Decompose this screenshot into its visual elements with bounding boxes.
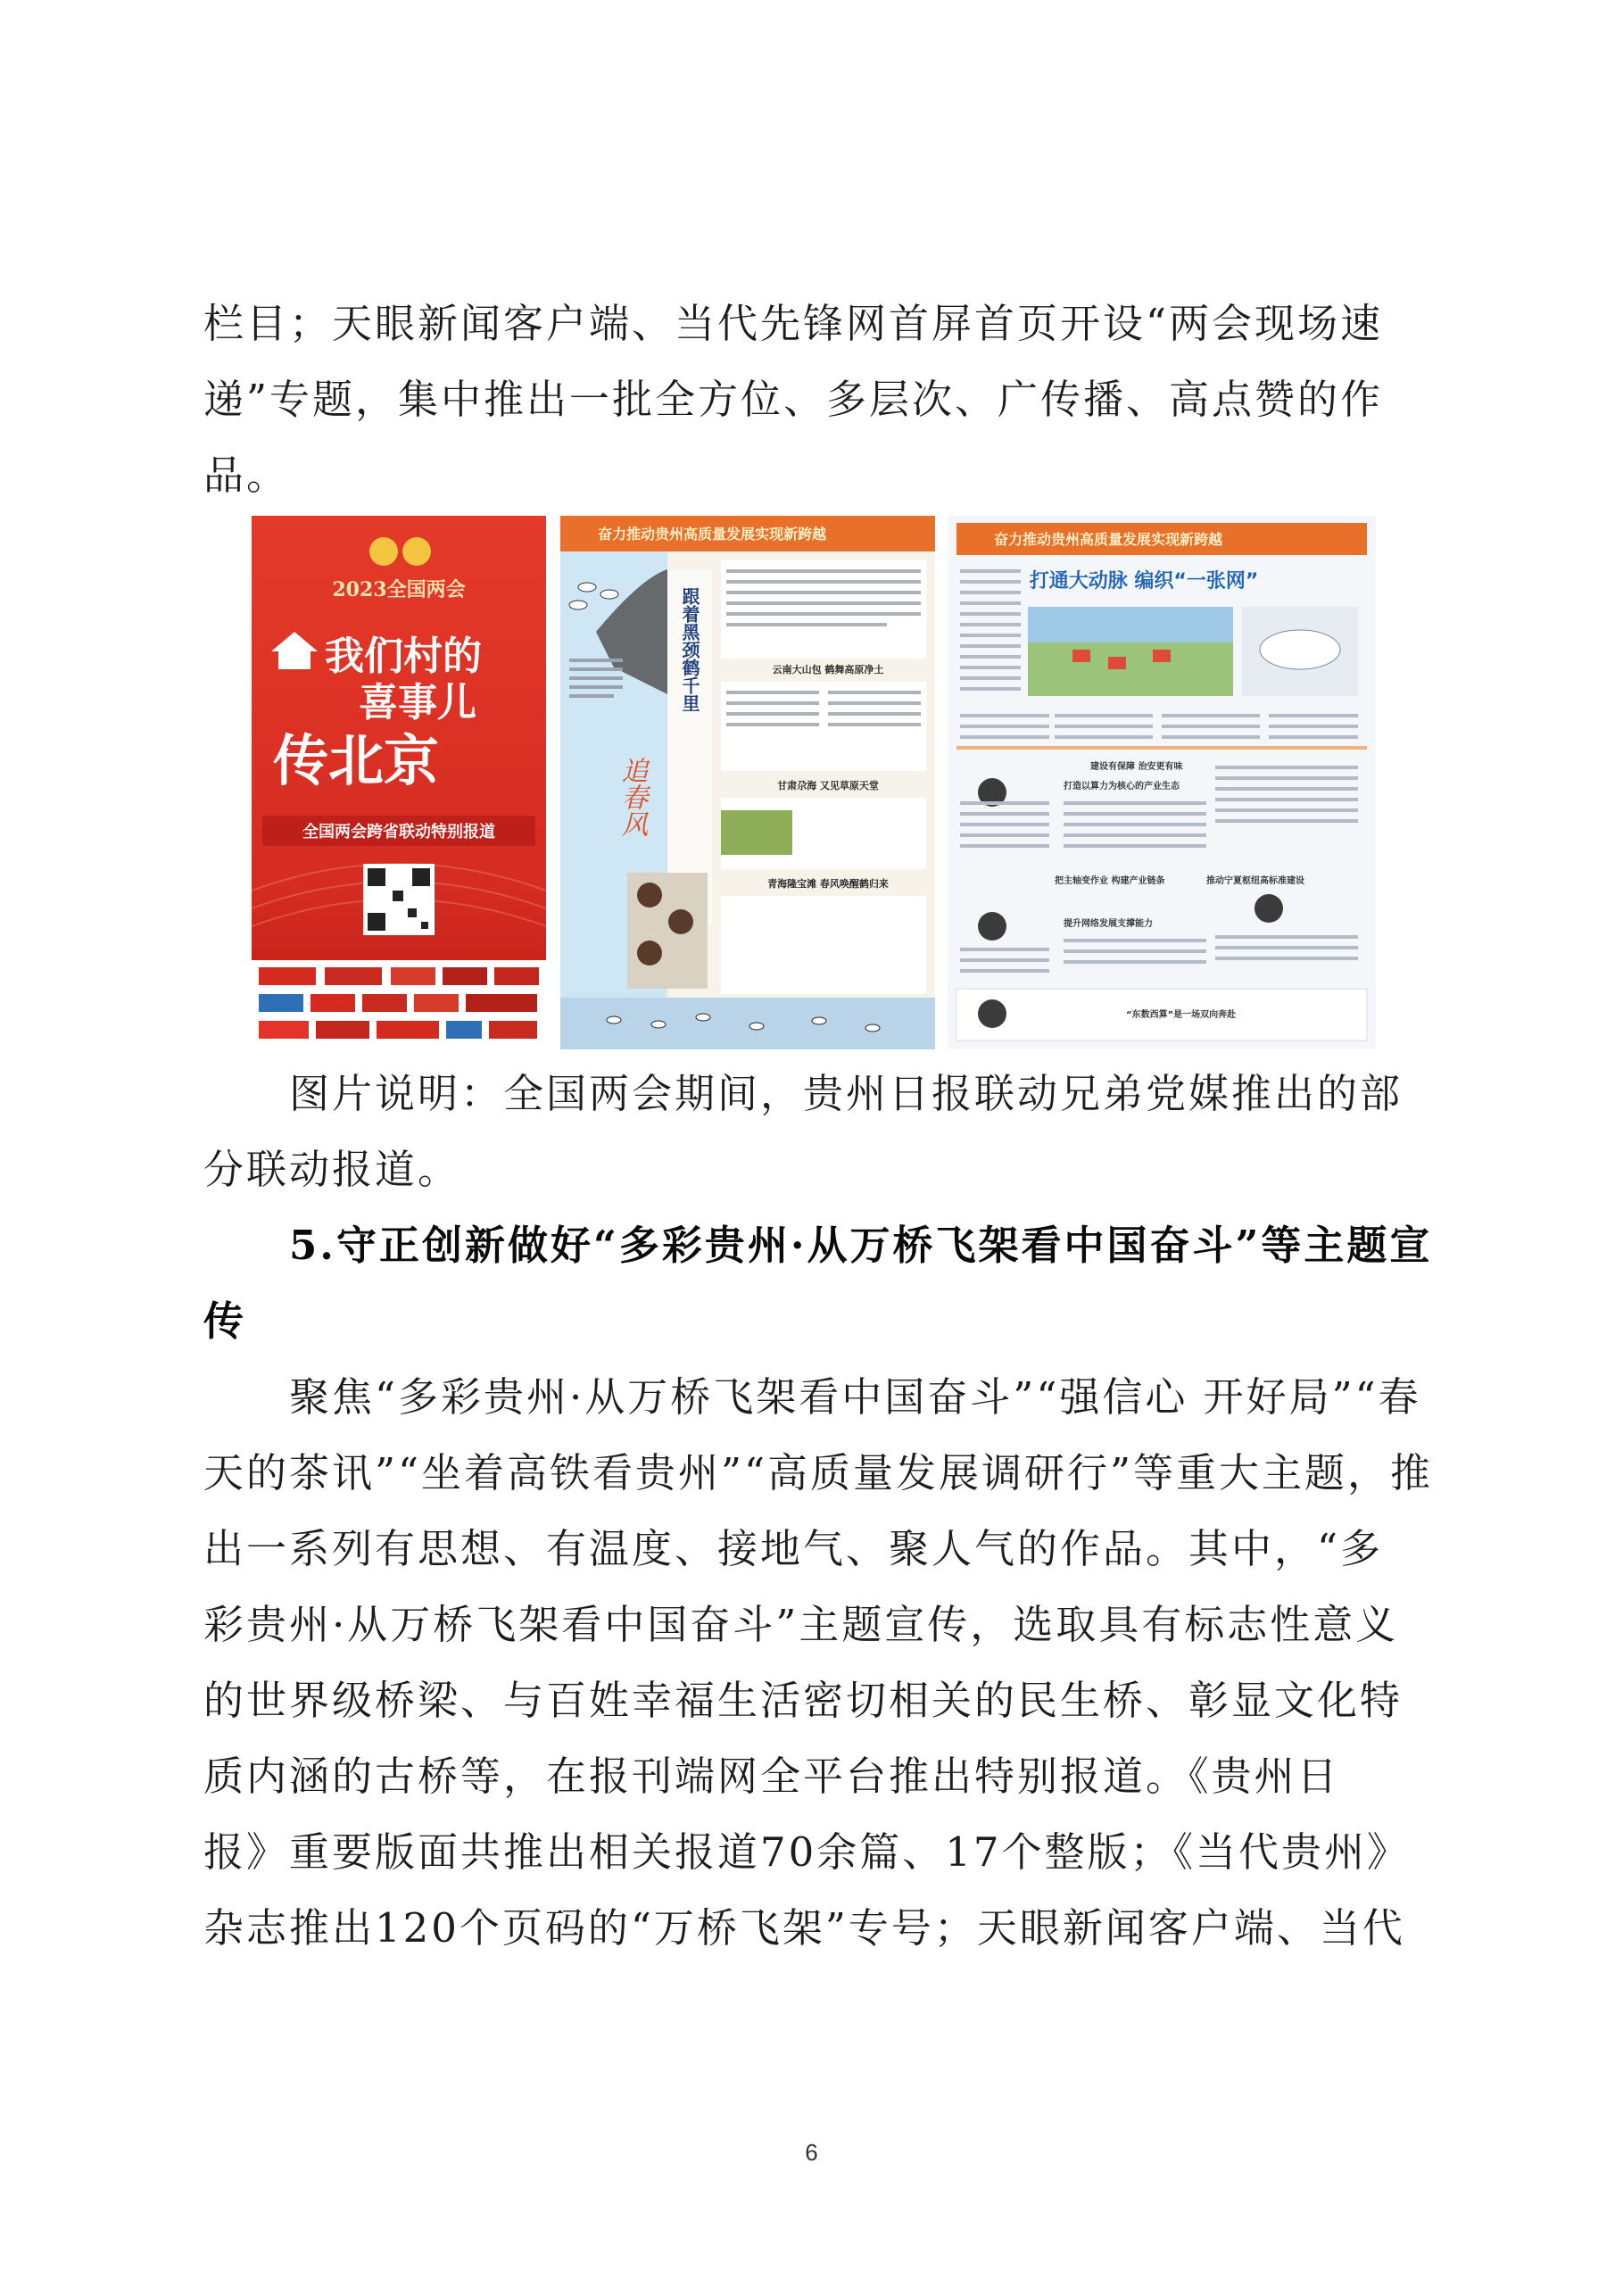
partner-logos	[259, 967, 539, 1039]
portrait-icon	[668, 909, 693, 934]
network-masthead: 奋力推动贵州高质量发展实现新跨越	[993, 531, 1223, 548]
emblem-icon	[402, 537, 431, 566]
portrait-icon	[978, 912, 1006, 941]
network-sub-6: “东数西算”是一场双向奔赴	[1126, 1010, 1237, 1020]
newspaper-network-image	[948, 516, 1376, 1049]
crane-sub-qinghai: 青海隆宝滩 春风唤醒鹤归来	[767, 878, 889, 890]
network-sub-3: 把主轴变作业 构建产业链条	[1055, 876, 1165, 886]
poster-image	[252, 516, 546, 1049]
crane-masthead: 奋力推动贵州高质量发展实现新跨越	[597, 526, 827, 543]
network-sub-5: 提升网络发展支撑能力	[1064, 919, 1153, 929]
body-line: 聚焦“多彩贵州·从万桥飞架看中国奋斗”“强信心 开好局”“春	[289, 1373, 1421, 1421]
poster-headline-1: 我们村的	[325, 634, 482, 679]
figure-caption	[203, 1056, 1435, 1207]
figure-image-row	[252, 516, 1376, 1051]
crane-sub-yunnan: 云南大山包 鹤舞高原净土	[772, 664, 884, 676]
emblem-icon	[369, 537, 398, 566]
network-headline: 打通大动脉 编织“一张网”	[1029, 570, 1259, 593]
body-line: 出一系列有思想、有温度、接地气、聚人气的作品。其中，“多	[203, 1525, 1384, 1572]
body-line: 彩贵州·从万桥飞架看中国奋斗”主题宣传，选取具有标志性意义	[203, 1601, 1399, 1648]
newspaper-crane-graphic	[560, 516, 935, 1049]
body-line: 的世界级桥梁、与百姓幸福生活密切相关的民生桥、彰显文化特	[203, 1677, 1404, 1724]
portrait-icon	[1255, 894, 1283, 923]
intro-line: 品。	[203, 452, 290, 499]
portrait-icon	[637, 941, 662, 966]
crane-calligraphy: 追春风	[616, 757, 648, 837]
intro-paragraph	[203, 286, 1435, 513]
crane-vertical-title: 跟着黑颈鹤千里	[679, 587, 700, 712]
crane-sub-gansu: 甘肃尕海 又见草原天堂	[777, 780, 879, 792]
poster-headline-2: 喜事儿	[359, 680, 476, 725]
body-paragraph	[203, 1359, 1435, 1966]
network-sub-1: 建设有保障 治安更有味	[1090, 762, 1183, 772]
page-number: 6	[805, 2139, 818, 2166]
intro-line: 栏目；天眼新闻客户端、当代先锋网首屏首页开设“两会现场速	[203, 300, 1384, 347]
poster-badge: 2023全国两会	[332, 578, 466, 601]
intro-line: 递”专题，集中推出一批全方位、多层次、广传播、高点赞的作	[203, 376, 1384, 423]
newspaper-network-graphic	[948, 516, 1376, 1049]
heading-line: 5.守正创新做好“多彩贵州·从万桥飞架看中国奋斗”等主题宣	[289, 1222, 1433, 1269]
body-line: 天的茶讯”“坐着高铁看贵州”“高质量发展调研行”等重大主题，推	[203, 1449, 1434, 1496]
body-line: 质内涵的古桥等，在报刊端网全平台推出特别报道。《贵州日	[203, 1753, 1340, 1800]
poster-graphic	[252, 516, 546, 1049]
network-sub-2: 打造以算力为核心的产业生态	[1064, 782, 1180, 792]
body-line: 报》重要版面共推出相关报道70余篇、17个整版；《当代贵州》	[203, 1828, 1411, 1876]
caption-line: 分联动报道。	[203, 1146, 461, 1193]
caption-line: 图片说明：全国两会期间，贵州日报联动兄弟党媒推出的部	[289, 1070, 1404, 1117]
section-heading	[203, 1207, 1435, 1359]
poster-headline-3: 传北京	[273, 728, 440, 793]
heading-line: 传	[203, 1297, 247, 1345]
newspaper-crane-image	[560, 516, 935, 1049]
body-line: 杂志推出120个页码的“万桥飞架”专号；天眼新闻客户端、当代	[203, 1904, 1405, 1952]
portrait-icon	[637, 883, 662, 908]
poster-banner: 全国两会跨省联动特别报道	[302, 823, 495, 841]
network-sub-4: 推动宁夏枢纽高标准建设	[1206, 876, 1304, 886]
grassland-photo	[721, 810, 792, 855]
portrait-icon	[978, 999, 1006, 1028]
